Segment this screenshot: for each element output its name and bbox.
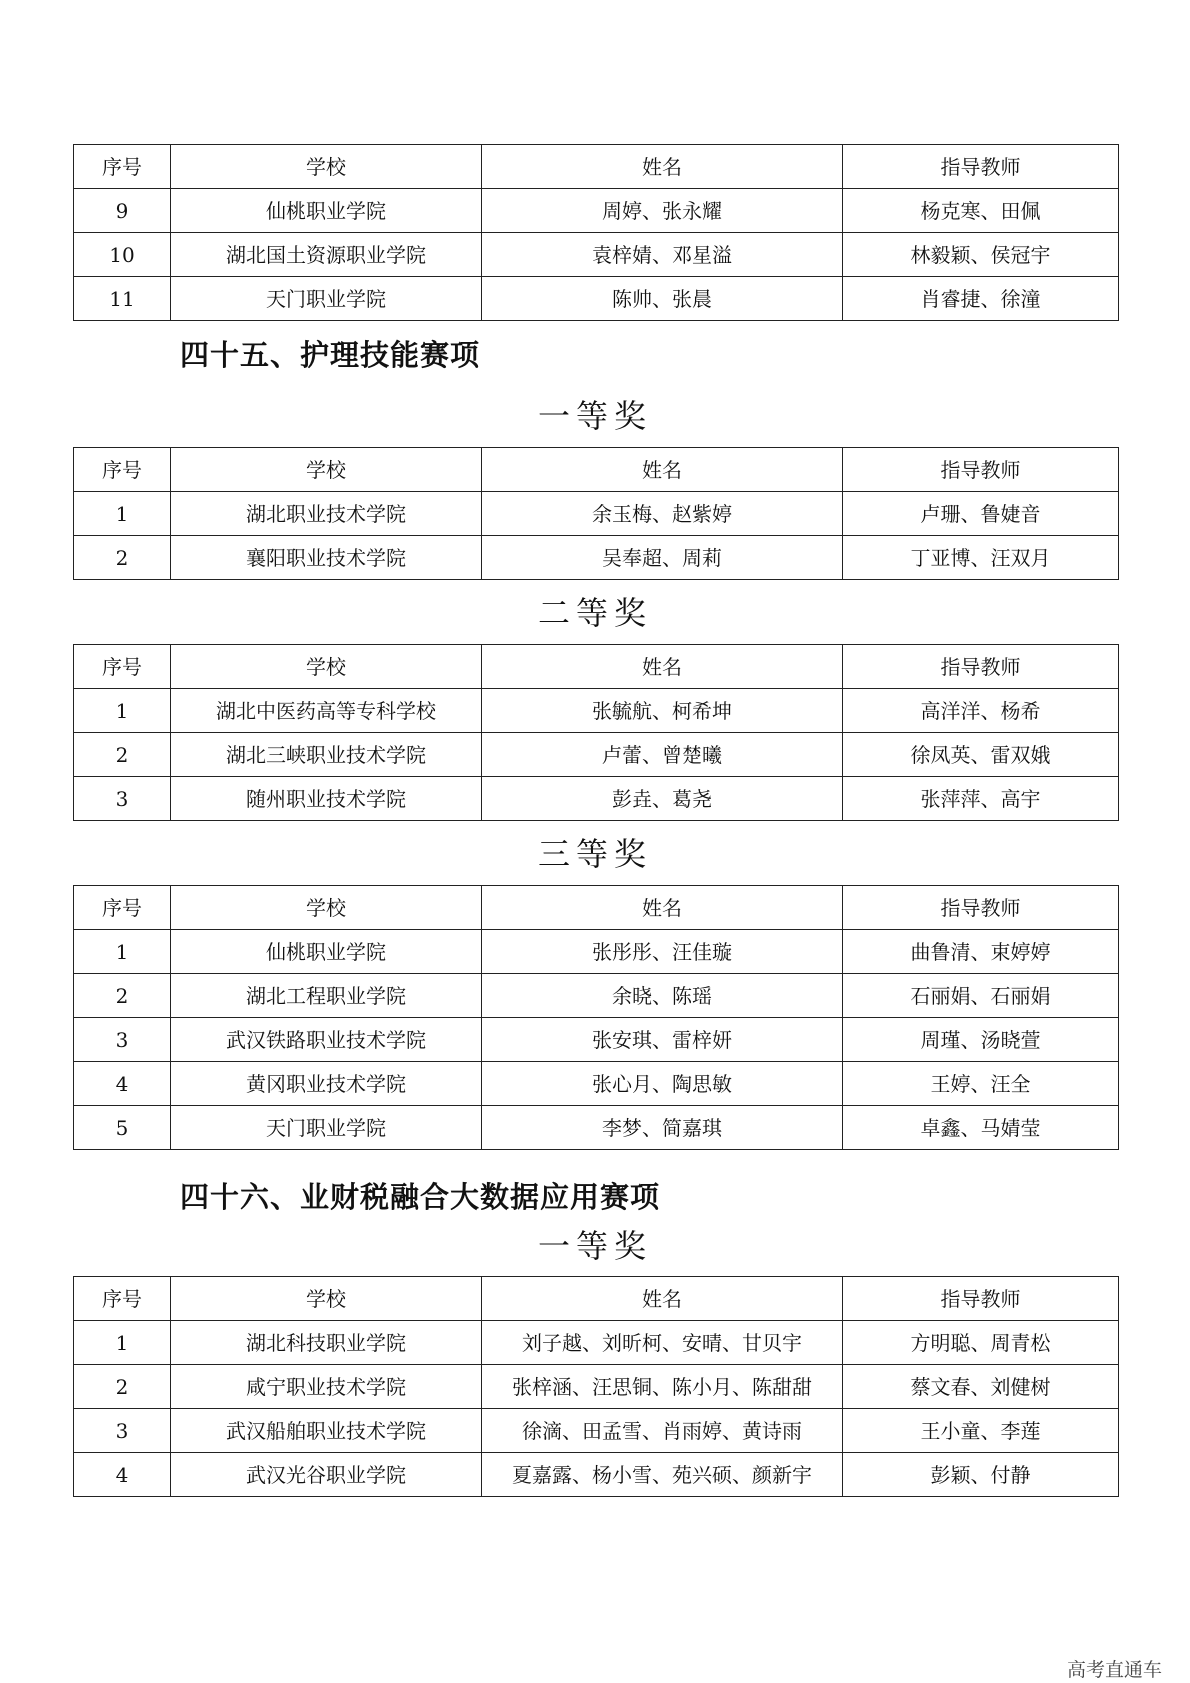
table-row [74, 733, 1119, 777]
advisor-cell: 周瑾、汤晓萱 [843, 1018, 1119, 1062]
names-cell: 余晓、陈瑶 [482, 974, 843, 1018]
header-advisor-cell: 指导教师 [843, 448, 1119, 492]
school-cell: 黄冈职业技术学院 [171, 1062, 482, 1106]
names-cell: 刘子越、刘昕柯、安晴、甘贝宇 [482, 1321, 843, 1365]
names-cell: 陈帅、张晨 [482, 277, 843, 321]
table-row [74, 233, 1119, 277]
advisor-cell: 曲鲁清、束婷婷 [843, 930, 1119, 974]
school-cell: 天门职业学院 [171, 277, 482, 321]
rank-cell: 1 [74, 930, 171, 974]
header-advisor-cell: 指导教师 [843, 145, 1119, 189]
rank-cell: 3 [74, 1409, 171, 1453]
advisor-cell: 彭颖、付静 [843, 1453, 1119, 1497]
section-title-nursing: 四十五、护理技能赛项 [180, 338, 481, 372]
advisor-cell: 杨克寒、田佩 [843, 189, 1119, 233]
school-cell: 湖北职业技术学院 [171, 492, 482, 536]
nursing-first-prize-table [73, 447, 1119, 580]
nursing-second-prize-table [73, 644, 1119, 821]
advisor-cell: 林毅颖、侯冠宇 [843, 233, 1119, 277]
header-rank-cell: 序号 [74, 145, 171, 189]
advisor-cell: 石丽娟、石丽娟 [843, 974, 1119, 1018]
names-cell: 张心月、陶思敏 [482, 1062, 843, 1106]
first-prize-heading-nursing: 一等奖 [537, 397, 652, 435]
names-cell: 李梦、简嘉琪 [482, 1106, 843, 1150]
table-row [74, 689, 1119, 733]
rank-cell: 5 [74, 1106, 171, 1150]
table-header-row [74, 448, 1119, 492]
header-rank-cell: 序号 [74, 645, 171, 689]
names-cell: 张彤彤、汪佳璇 [482, 930, 843, 974]
rank-cell: 11 [74, 277, 171, 321]
table-header-row [74, 645, 1119, 689]
advisor-cell: 方明聪、周青松 [843, 1321, 1119, 1365]
table-row [74, 974, 1119, 1018]
advisor-cell: 卓鑫、马婧莹 [843, 1106, 1119, 1150]
watermark: 高考直通车 [1066, 1659, 1162, 1681]
header-rank-cell: 序号 [74, 1277, 171, 1321]
names-cell: 夏嘉露、杨小雪、苑兴硕、颜新宇 [482, 1453, 843, 1497]
names-cell: 张毓航、柯希坤 [482, 689, 843, 733]
school-cell: 湖北工程职业学院 [171, 974, 482, 1018]
school-cell: 襄阳职业技术学院 [171, 536, 482, 580]
table-row [74, 1018, 1119, 1062]
table-row [74, 277, 1119, 321]
names-cell: 卢蕾、曾楚曦 [482, 733, 843, 777]
rank-cell: 9 [74, 189, 171, 233]
rank-cell: 1 [74, 689, 171, 733]
bigdata-first-prize-table [73, 1276, 1119, 1497]
school-cell: 咸宁职业技术学院 [171, 1365, 482, 1409]
rank-cell: 1 [74, 1321, 171, 1365]
table-row [74, 1365, 1119, 1409]
header-advisor-cell: 指导教师 [843, 645, 1119, 689]
first-prize-heading-bigdata: 一等奖 [537, 1227, 652, 1265]
table-header-row [74, 145, 1119, 189]
school-cell: 仙桃职业学院 [171, 930, 482, 974]
table-row [74, 492, 1119, 536]
advisor-cell: 肖睿捷、徐潼 [843, 277, 1119, 321]
table-row [74, 930, 1119, 974]
advisor-cell: 卢珊、鲁婕音 [843, 492, 1119, 536]
rank-cell: 1 [74, 492, 171, 536]
school-cell: 武汉光谷职业学院 [171, 1453, 482, 1497]
header-names-cell: 姓名 [482, 448, 843, 492]
table-row [74, 1409, 1119, 1453]
third-prize-heading-nursing: 三等奖 [537, 835, 652, 873]
advisor-cell: 高洋洋、杨希 [843, 689, 1119, 733]
header-school-cell: 学校 [171, 1277, 482, 1321]
advisor-cell: 张萍萍、高宇 [843, 777, 1119, 821]
table-header-row [74, 1277, 1119, 1321]
header-rank-cell: 序号 [74, 886, 171, 930]
award-table-continued [73, 144, 1119, 321]
header-rank-cell: 序号 [74, 448, 171, 492]
header-school-cell: 学校 [171, 886, 482, 930]
rank-cell: 2 [74, 1365, 171, 1409]
table-row [74, 1106, 1119, 1150]
header-advisor-cell: 指导教师 [843, 1277, 1119, 1321]
school-cell: 湖北国土资源职业学院 [171, 233, 482, 277]
rank-cell: 2 [74, 536, 171, 580]
table-row [74, 536, 1119, 580]
school-cell: 湖北中医药高等专科学校 [171, 689, 482, 733]
rank-cell: 3 [74, 1018, 171, 1062]
header-advisor-cell: 指导教师 [843, 886, 1119, 930]
rank-cell: 3 [74, 777, 171, 821]
header-names-cell: 姓名 [482, 1277, 843, 1321]
header-names-cell: 姓名 [482, 886, 843, 930]
header-school-cell: 学校 [171, 645, 482, 689]
rank-cell: 10 [74, 233, 171, 277]
table-row [74, 189, 1119, 233]
header-school-cell: 学校 [171, 145, 482, 189]
rank-cell: 4 [74, 1453, 171, 1497]
names-cell: 吴奉超、周莉 [482, 536, 843, 580]
rank-cell: 4 [74, 1062, 171, 1106]
header-names-cell: 姓名 [482, 645, 843, 689]
header-school-cell: 学校 [171, 448, 482, 492]
table-row [74, 1453, 1119, 1497]
school-cell: 湖北科技职业学院 [171, 1321, 482, 1365]
table-row [74, 777, 1119, 821]
names-cell: 余玉梅、赵紫婷 [482, 492, 843, 536]
table-header-row [74, 886, 1119, 930]
school-cell: 湖北三峡职业技术学院 [171, 733, 482, 777]
names-cell: 袁梓婧、邓星溢 [482, 233, 843, 277]
advisor-cell: 丁亚博、汪双月 [843, 536, 1119, 580]
school-cell: 随州职业技术学院 [171, 777, 482, 821]
school-cell: 武汉船舶职业技术学院 [171, 1409, 482, 1453]
school-cell: 天门职业学院 [171, 1106, 482, 1150]
names-cell: 彭垚、葛尧 [482, 777, 843, 821]
advisor-cell: 蔡文春、刘健树 [843, 1365, 1119, 1409]
names-cell: 张梓涵、汪思铜、陈小月、陈甜甜 [482, 1365, 843, 1409]
second-prize-heading-nursing: 二等奖 [537, 594, 652, 632]
school-cell: 仙桃职业学院 [171, 189, 482, 233]
advisor-cell: 王婷、汪全 [843, 1062, 1119, 1106]
section-title-bigdata: 四十六、业财税融合大数据应用赛项 [180, 1180, 661, 1214]
table-row [74, 1321, 1119, 1365]
advisor-cell: 徐凤英、雷双娥 [843, 733, 1119, 777]
rank-cell: 2 [74, 733, 171, 777]
rank-cell: 2 [74, 974, 171, 1018]
names-cell: 周婷、张永耀 [482, 189, 843, 233]
names-cell: 张安琪、雷梓妍 [482, 1018, 843, 1062]
advisor-cell: 王小童、李莲 [843, 1409, 1119, 1453]
nursing-third-prize-table [73, 885, 1119, 1150]
school-cell: 武汉铁路职业技术学院 [171, 1018, 482, 1062]
names-cell: 徐滴、田孟雪、肖雨婷、黄诗雨 [482, 1409, 843, 1453]
table-row [74, 1062, 1119, 1106]
header-names-cell: 姓名 [482, 145, 843, 189]
